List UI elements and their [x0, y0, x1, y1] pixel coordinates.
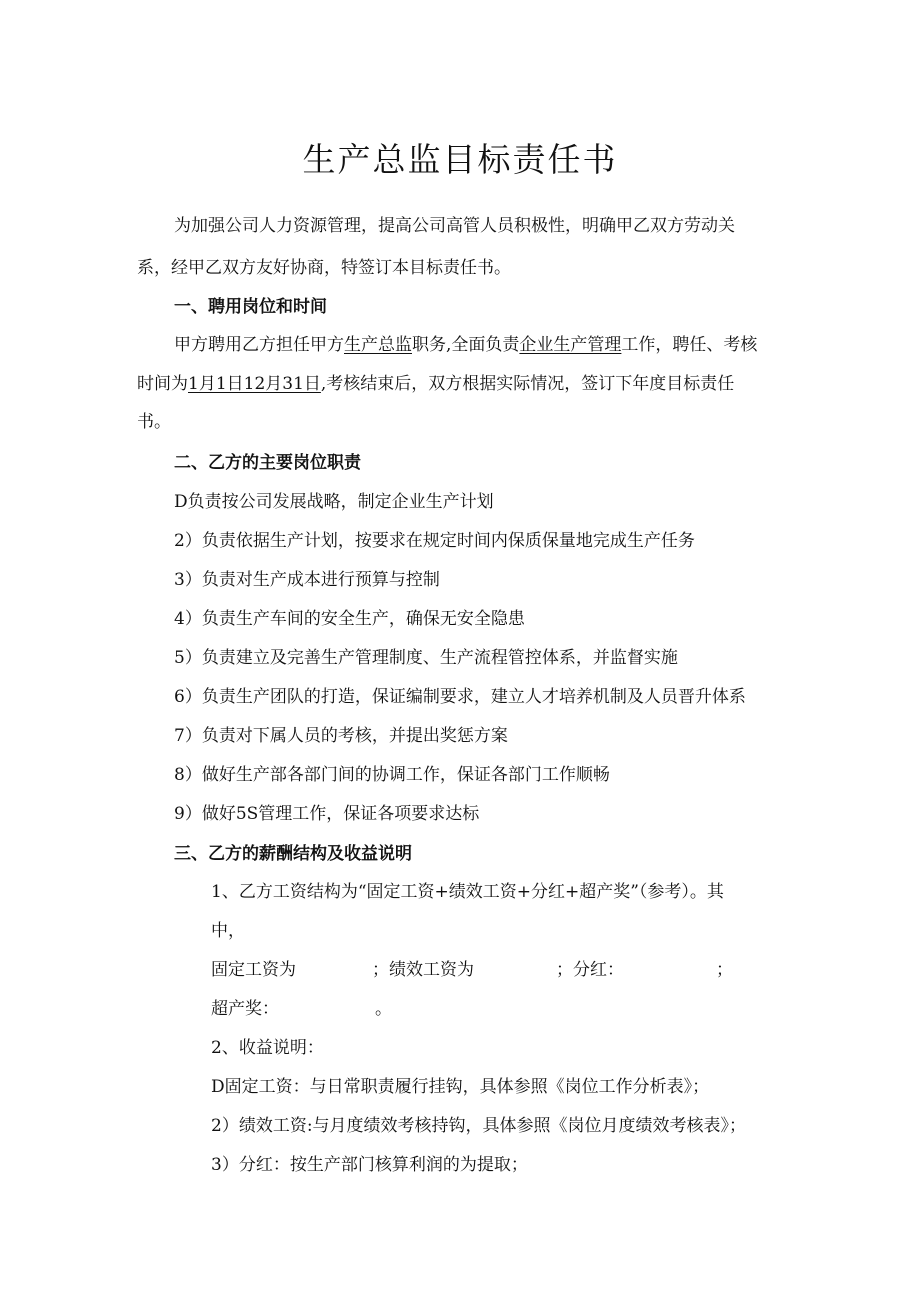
income-explanation-heading: 2、收益说明：	[211, 1038, 324, 1058]
document-title: 生产总监目标责任书	[302, 140, 618, 179]
scope-field: 企业生产管理	[519, 335, 622, 355]
section1-paragraph-line-2	[137, 372, 734, 396]
duty-item: 8）做好生产部各部门间的协调工作，保证各部门工作顺畅	[174, 765, 610, 785]
text-segment: ,考核结束后，双方根据实际情况，签订下年度目标责任	[320, 374, 735, 394]
term-period-field: 1月1日12月31日	[188, 374, 321, 394]
section1-paragraph-line-3: 书。	[137, 412, 171, 432]
duty-item: 2）负责依据生产计划，按要求在规定时间内保质保量地完成生产任务	[174, 531, 695, 551]
section3-heading: 三、乙方的薪酬结构及收益说明	[174, 844, 412, 864]
end-period: 。	[375, 999, 392, 1019]
section1-heading: 一、聘用岗位和时间	[174, 297, 327, 317]
overproduction-label: 超产奖：	[211, 999, 279, 1019]
text-segment: 职务,全面负责	[412, 335, 520, 355]
overproduction-row	[211, 997, 392, 1021]
duty-item: 5）负责建立及完善生产管理制度、生产流程管控体系，并监督实施	[174, 648, 678, 668]
text-segment: 工作，聘任、考核	[621, 335, 758, 355]
salary-fields-row	[211, 958, 733, 982]
bonus-label: ；分红：	[556, 960, 624, 980]
duty-item: D负责按公司发展战略，制定企业生产计划	[174, 492, 494, 512]
performance-salary-label: ；绩效工资为	[372, 960, 474, 980]
income-item: 3）分红：按生产部门核算利润的为提取；	[211, 1155, 528, 1175]
fixed-salary-label: 固定工资为	[211, 960, 296, 980]
duty-item: 9）做好5S管理工作，保证各项要求达标	[174, 804, 480, 824]
intro-line-1: 为加强公司人力资源管理，提高公司高管人员积极性，明确甲乙双方劳动关	[174, 216, 735, 236]
salary-structure-line-1: 1、乙方工资结构为“固定工资+绩效工资+分红+超产奖”（参考）。其	[211, 882, 724, 902]
text-segment: 时间为	[137, 374, 188, 394]
duty-item: 4）负责生产车间的安全生产，确保无安全隐患	[174, 609, 525, 629]
income-item: 2）绩效工资:与月度绩效考核持钩，具体参照《岗位月度绩效考核表》；	[211, 1116, 747, 1136]
duty-item: 7）负责对下属人员的考核，并提出奖惩方案	[174, 726, 508, 746]
section1-paragraph-line-1	[174, 333, 757, 357]
salary-structure-line-2: 中，	[211, 921, 245, 941]
position-field: 生产总监	[344, 335, 412, 355]
intro-line-2: 系，经甲乙双方友好协商，特签订本目标责任书。	[137, 258, 511, 278]
income-item: D固定工资：与日常职责履行挂钩，具体参照《岗位工作分析表》；	[211, 1077, 710, 1097]
duty-item: 6）负责生产团队的打造，保证编制要求，建立人才培养机制及人员晋升体系	[174, 687, 746, 707]
duty-item: 3）负责对生产成本进行预算与控制	[174, 570, 440, 590]
section2-heading: 二、乙方的主要岗位职责	[174, 453, 361, 473]
text-segment: 甲方聘用乙方担任甲方	[174, 335, 344, 355]
separator: ；	[716, 960, 733, 980]
